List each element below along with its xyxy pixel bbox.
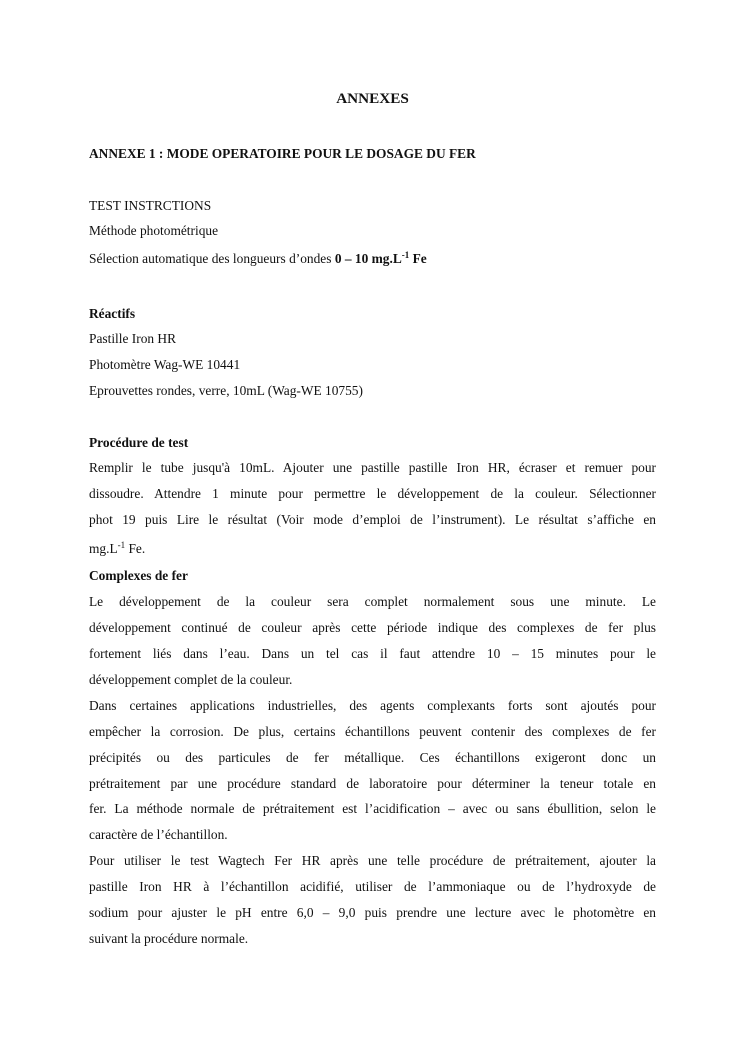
complexes-p2-line: Dans certaines applications industrielles, des agents complexants forts sont ajoutés pour — [89, 698, 656, 713]
complexes-p2-line: empêcher la corrosion. De plus, certains échantillons peuvent contenir des complexes de fer — [89, 724, 656, 739]
procedure-last-line: $mg.L^{-1}$ Fe. — [89, 540, 146, 556]
method-line: Méthode photométrique — [89, 223, 219, 238]
annex-heading: ANNEXE 1 : MODE OPERATOIRE POUR LE DOSAGE DU FER — [89, 146, 476, 161]
complexes-p3-line: sodium pour ajuster le pH entre 6,0 – 9,0 puis prendre une lecture avec le photomètre en — [89, 905, 656, 920]
complexes-p2-line: caractère de l’échantillon. — [89, 827, 228, 842]
complexes-p2-line: prétraitement par une procédure standard de laboratoire pour déterminer la teneur totale en — [89, 776, 656, 791]
selection-range: 0 – 10 $mg.L^{-1}$ Fe — [334, 250, 427, 266]
reagent-item: Eprouvettes rondes, verre, 10mL (Wag-WE 10755) — [89, 383, 363, 398]
selection-text: Sélection automatique des longueurs d’ondes — [89, 251, 335, 266]
complexes-p3-line: Pour utiliser le test Wagtech Fer HR après une telle procédure de prétraitement, ajouter la — [89, 853, 656, 868]
procedure-line: Remplir le tube jusqu'à 10mL. Ajouter une pastille pastille Iron HR, écraser et remuer pour — [89, 460, 656, 475]
complexes-p1-line: fortement liés dans l’eau. Dans un tel cas il faut attendre 10 – 15 minutes pour le — [89, 646, 656, 661]
procedure-line: dissoudre. Attendre 1 minute pour permettre le développement de la couleur. Sélectionner — [89, 486, 656, 501]
complexes-p2-line: fer. La méthode normale de prétraitement est l’acidification – avec ou sans ébullition, selon le — [89, 801, 656, 816]
page-title: ANNEXES — [336, 90, 409, 107]
complexes-p3-line: suivant la procédure normale. — [89, 931, 249, 946]
test-heading: TEST INSTRCTIONS — [89, 198, 212, 213]
reagent-item: Pastille Iron HR — [89, 331, 177, 346]
complexes-p2-line: précipités ou des particules de fer métallique. Ces échantillons exigeront donc un — [89, 750, 656, 765]
procedure-line: phot 19 puis Lire le résultat (Voir mode d’emploi de l’instrument). Le résultat s’affiche en — [89, 512, 656, 527]
complexes-p3-line: pastille Iron HR à l’échantillon acidifié, utiliser de l’ammoniaque ou de l’hydroxyde de — [89, 879, 656, 894]
complexes-p1-line: développement complet de la couleur. — [89, 672, 293, 687]
procedure-heading: Procédure de test — [89, 435, 189, 450]
reagents-heading: Réactifs — [89, 306, 136, 321]
reagent-item: Photomètre Wag-WE 10441 — [89, 357, 241, 372]
complexes-p1-line: développement continué de couleur après cette période indique des complexes de fer plus — [89, 620, 656, 635]
selection-line — [89, 251, 427, 267]
complexes-p1-line: Le développement de la couleur sera complet normalement sous une minute. Le — [89, 594, 656, 609]
complexes-heading: Complexes de fer — [89, 568, 188, 583]
